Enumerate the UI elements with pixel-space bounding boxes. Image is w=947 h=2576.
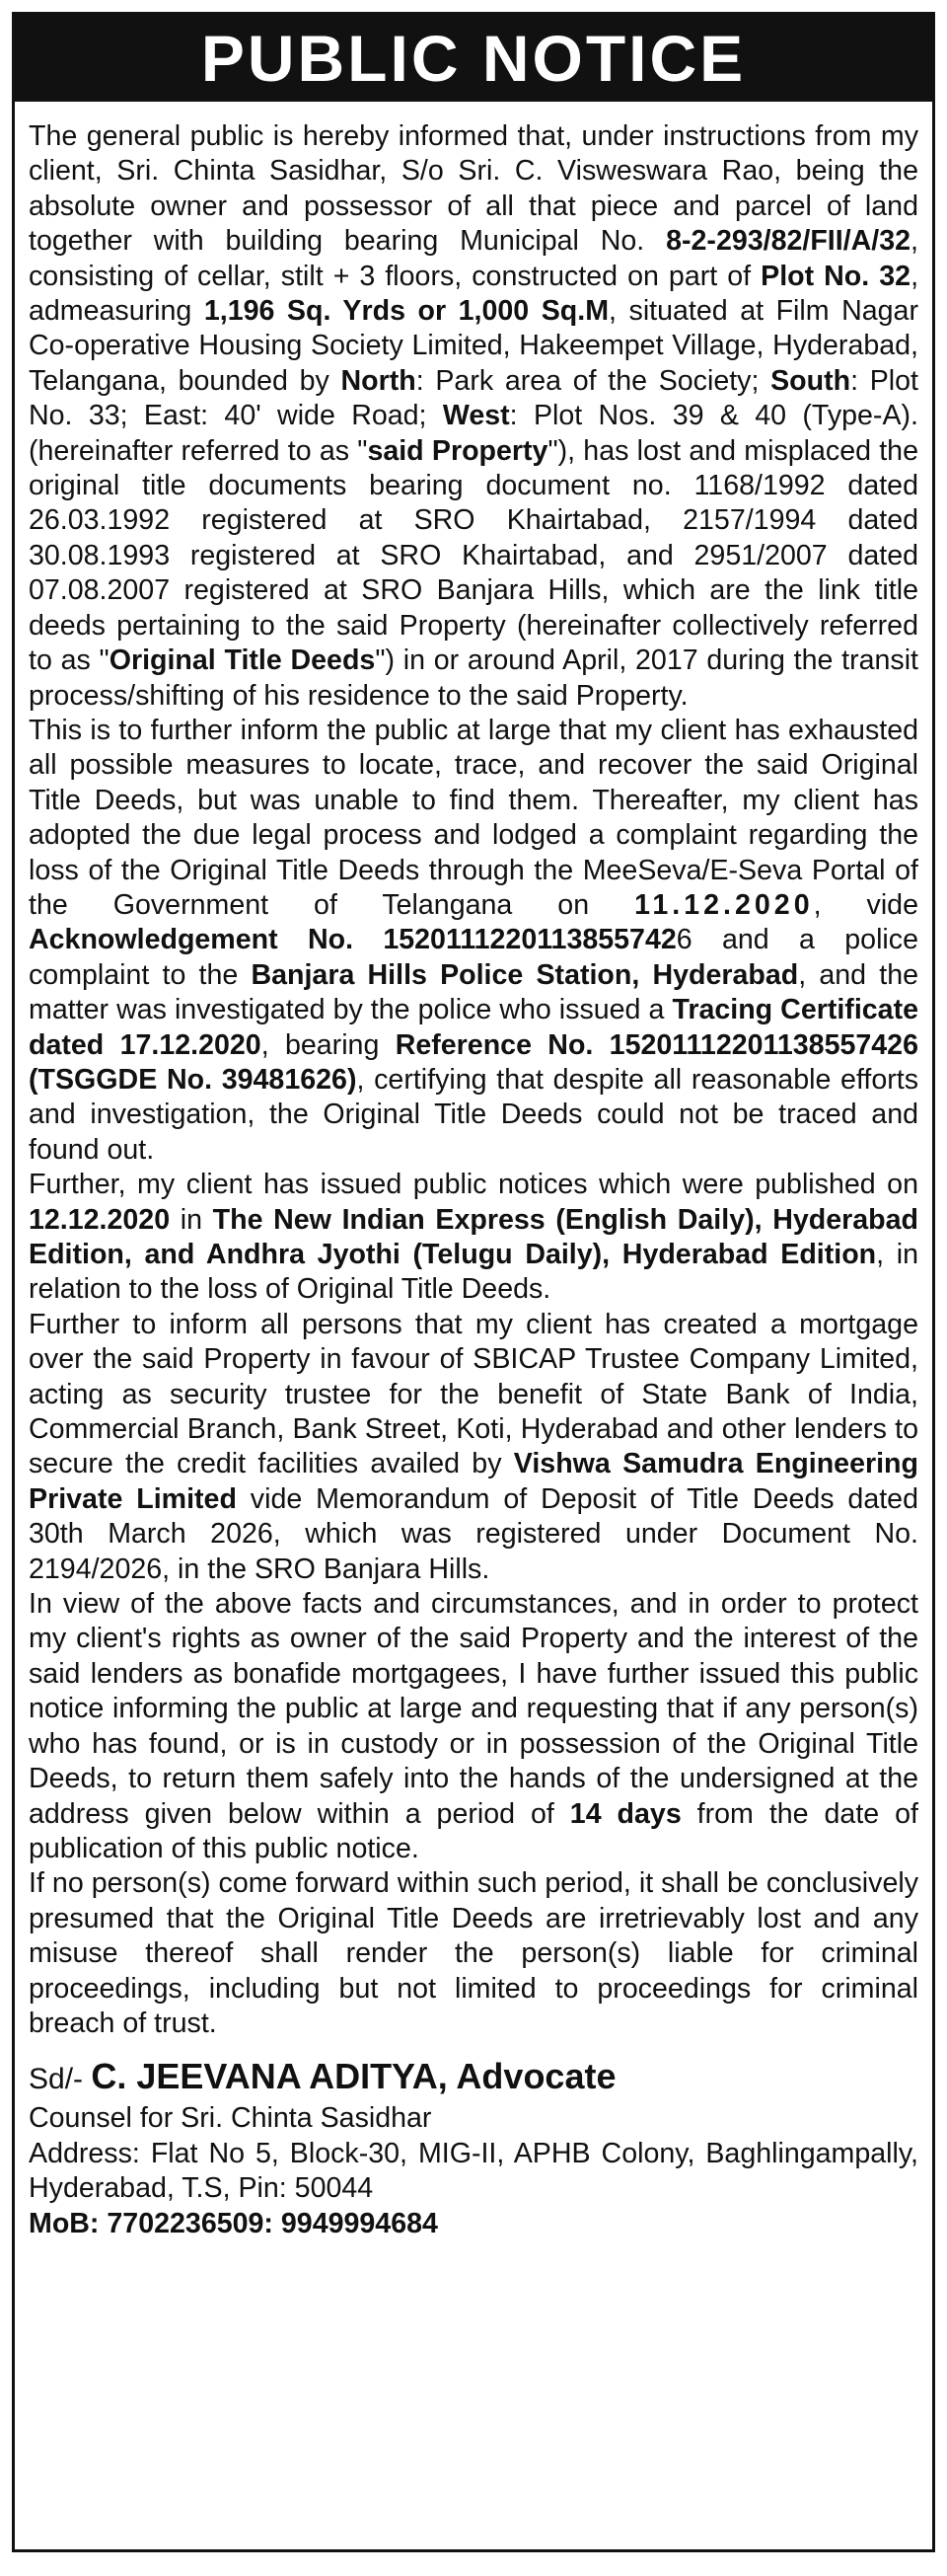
advocate-name: C. JEEVANA ADITYA, Advocate: [91, 2056, 617, 2097]
text-run: "), has lost and misplaced the original title documents bearing document no. 1168/1992 dated 26.03.1992 registered at SRO Khairtabad, 2157/1994 dated 30.08.1993 registered at SRO Khairtabad, and 2951/2007 dated 07.08.2007 registered at SRO Banjara Hills, which are the link title deeds pertaining to the said Property (hereinafter collectively referred to as ": [29, 434, 918, 677]
mobile-line: MoB: 7702236509: 9949994684: [29, 2207, 438, 2239]
paragraph: [29, 1587, 918, 1866]
bold-text-run: said Property: [367, 434, 548, 467]
text-run: vide Memorandum of Deposit of Title Deeds dated 30th March 2026, which was registered under Document No. 2194/2026, in the SRO Banjara Hills.: [29, 1482, 918, 1585]
counsel-line: Counsel for Sri. Chinta Sasidhar: [29, 2102, 432, 2135]
text-run: , in relation to the loss of Original Title Deeds.: [29, 1239, 918, 1306]
text-run: : Park area of the Society;: [415, 364, 771, 397]
bold-text-run: North: [340, 364, 416, 397]
bold-text-run: Plot No. 32: [761, 260, 911, 292]
signed-prefix: Sd/-: [29, 2063, 92, 2096]
text-run: , and the matter was investigated by the police who issued a: [29, 958, 918, 1026]
text-run: , consisting of cellar, stilt + 3 floors, constructed on part of: [29, 225, 918, 292]
bold-text-run: Banjara Hills Police Station, Hyderabad: [251, 958, 799, 991]
text-run: Further to inform all persons that my client has created a mortgage over the said Property in favour of SBICAP Trustee Company Limited, acting as security trustee for the benefit of State Bank of India, Commercial Branch, Bank Street, Koti, Hyderabad and other lenders to secure the credit facilities availed by: [29, 1308, 918, 1480]
bold-text-run: Tracing Certificate dated 17.12.2020: [29, 994, 919, 1061]
text-run: This is to further inform the public at large that my client has exhausted all possible measures to locate, trace, and recover the said Original Title Deeds, but was unable to find them. Thereafter, my client has adopted the due legal process and lodged a complaint regarding the loss of the Original Title Deeds through the MeeSeva/E-Seva Portal of the Government of Telangana on: [29, 714, 918, 921]
text-run: The general public is hereby informed that, under instructions from my client, Sri. Chinta Sasidhar, S/o Sri. C. Visweswara Rao, being the absolute owner and possessor of all that piece and parcel of land together with building bearing Municipal No.: [29, 120, 918, 258]
text-run: : Plot Nos. 39 & 40 (Type-A). (hereinafter referred to as ": [29, 400, 918, 467]
bold-text-run: The New Indian Express (English Daily), Hyderabad Edition, and Andhra Jyothi (Telugu Daily), Hyderabad Edition: [29, 1203, 918, 1270]
text-run: , certifying that despite all reasonable efforts and investigation, the Original Title Deeds could not be traced and found out.: [29, 1063, 918, 1166]
text-run: , bearing: [260, 1028, 396, 1061]
text-run: from the date of publication of this public notice.: [29, 1797, 918, 1864]
text-run: In view of the above facts and circumstances, and in order to protect my client's rights as owner of the said Property and the interest of the said lenders as bonafide mortgagees, I have further issued this public notice informing the public at large and requesting that if any person(s) who has found, or is in custody or in possession of the Original Title Deeds, to return them safely into the hands of the undersigned at the address given below within a period of: [29, 1588, 918, 1830]
text-run: , situated at Film Nagar Co-operative Housing Society Limited, Hakeempet Village, Hyderabad, Telangana, bounded by: [29, 295, 918, 397]
text-run: If no person(s) come forward within such period, it shall be conclusively presumed that the Original Title Deeds are irretrievably lost and any misuse thereof shall render the person(s) liable for criminal proceedings, including but not limited to proceedings for criminal breach of trust.: [29, 1867, 918, 2039]
bold-text-run: South: [770, 364, 851, 397]
text-run: : Plot No. 33; East: 40' wide Road;: [29, 364, 918, 432]
bold-text-run: West: [442, 400, 510, 432]
paragraph: [29, 714, 918, 1168]
bold-text-run: Original Title Deeds: [109, 644, 376, 677]
signature-block: [15, 2041, 932, 2241]
paragraph: [29, 1866, 918, 2041]
text-run: ") in or around April, 2017 during the transit process/shifting of his residence to the said Property.: [29, 644, 918, 712]
bold-text-run: Reference No. 15201112201138557426 (TSGGDE No. 39481626): [29, 1028, 918, 1096]
bold-text-run: 8-2-293/82/FII/A/32: [666, 225, 911, 258]
bold-text-run: 12.12.2020: [29, 1203, 171, 1236]
text-run: 6 and a police complaint to the: [29, 924, 918, 991]
paragraph: [29, 1308, 918, 1587]
advocate-name-line: [29, 2055, 918, 2101]
text-run: Further, my client has issued public notices which were published on: [29, 1169, 918, 1201]
public-notice: [12, 12, 935, 2552]
text-run: , vide: [813, 888, 918, 921]
text-run: in: [170, 1203, 213, 1236]
bold-text-run: Vishwa Samudra Engineering Private Limited: [29, 1448, 918, 1515]
paragraph: [29, 1168, 918, 1308]
notice-title: PUBLIC NOTICE: [15, 15, 932, 102]
bold-text-run: Acknowledgement No. 1520111220113855742: [29, 924, 677, 956]
paragraph: [29, 119, 918, 714]
bold-text-run: 1,196 Sq. Yrds or 1,000 Sq.M: [203, 295, 610, 328]
bold-text-run: 14 days: [569, 1797, 682, 1830]
address-line: Address: Flat No 5, Block-30, MIG-II, APHB Colony, Baghlingampally, Hyderabad, T.S, Pin: 50044: [29, 2137, 918, 2205]
notice-body: [15, 102, 932, 2041]
text-run: , admeasuring: [29, 260, 919, 328]
bold-text-run: 11.12.2020: [634, 888, 814, 921]
